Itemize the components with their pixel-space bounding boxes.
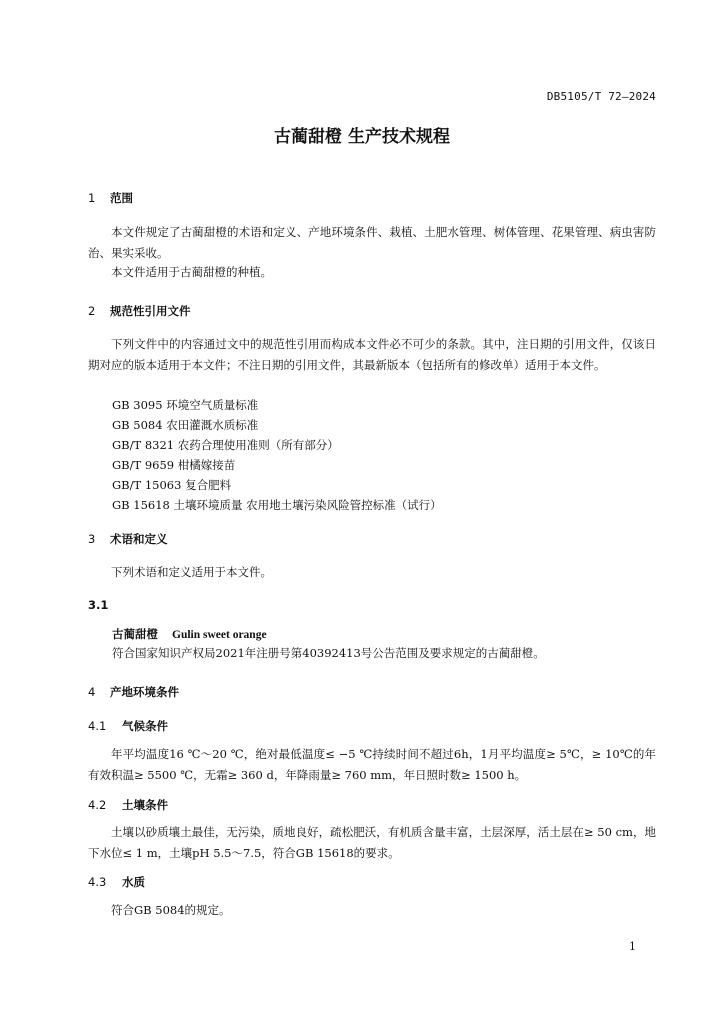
section-title: 范围 xyxy=(110,191,134,205)
section-number: 3 xyxy=(88,532,96,546)
term-english: Gulin sweet orange xyxy=(172,629,267,641)
reference-item: GB/T 8321 农药合理使用准则（所有部分） xyxy=(112,438,339,452)
subsection-4-1-paragraph: 年平均温度16 ℃～20 ℃，绝对最低温度≤ −5 ℃持续时间不超过6h，1月平均温度≥ 5℃，≥ 10℃的年有效积温≥ 5500 ℃，无霜≥ 360 d，年降雨量≥ 760 mm，年日照时数≥ 1500 h。 xyxy=(88,747,656,782)
section-2-heading xyxy=(88,303,191,319)
term-heading xyxy=(112,626,267,642)
reference-item: GB 15618 土壤环境质量 农用地土壤污染风险管控标准（试行） xyxy=(112,498,442,512)
reference-item: GB/T 15063 复合肥料 xyxy=(112,478,232,492)
section-number: 2 xyxy=(88,304,96,318)
section-title: 规范性引用文件 xyxy=(110,304,191,318)
reference-item: GB 3095 环境空气质量标准 xyxy=(112,398,259,412)
subsection-4-3-heading xyxy=(88,874,145,890)
section-4-heading xyxy=(88,684,179,700)
reference-item: GB 5084 农田灌溉水质标准 xyxy=(112,418,259,432)
subsection-4-2-paragraph: 土壤以砂质壤土最佳，无污染，质地良好，疏松肥沃，有机质含量丰富，土层深厚，活土层在≥ 50 cm，地下水位≤ 1 m，土壤pH 5.5～7.5，符合GB 15618的要求。 xyxy=(88,825,656,860)
term-definition: 符合国家知识产权局2021年注册号第40392413号公告范围及要求规定的古蔺甜橙。 xyxy=(112,646,545,660)
subsection-title: 水质 xyxy=(122,875,146,889)
subsection-4-2-heading xyxy=(88,797,168,813)
section-1-heading xyxy=(88,190,133,206)
section-title: 产地环境条件 xyxy=(110,685,180,699)
term-chinese: 古蔺甜橙 xyxy=(112,627,158,641)
section-number: 4 xyxy=(88,685,96,699)
section-title: 术语和定义 xyxy=(110,532,168,546)
subsection-4-3-paragraph: 符合GB 5084的规定。 xyxy=(111,903,231,917)
section-1-paragraph-2: 本文件适用于古蔺甜橙的种植。 xyxy=(111,265,272,279)
standard-number: DB5105/T 72—2024 xyxy=(546,90,656,103)
subsection-number: 4.1 xyxy=(88,719,107,733)
subsection-number: 4.3 xyxy=(88,875,107,889)
section-number: 1 xyxy=(88,191,96,205)
section-1-paragraph-1: 本文件规定了古蔺甜橙的术语和定义、产地环境条件、栽植、土肥水管理、树体管理、花果管理、病虫害防治、果实采收。 xyxy=(88,225,656,260)
subsection-4-1-heading xyxy=(88,718,168,734)
section-3-heading xyxy=(88,531,168,547)
subsection-title: 土壤条件 xyxy=(122,798,169,812)
subsection-title: 气候条件 xyxy=(122,719,169,733)
subsection-number: 4.2 xyxy=(88,798,107,812)
section-3-paragraph-1: 下列术语和定义适用于本文件。 xyxy=(111,565,272,579)
term-number: 3.1 xyxy=(88,598,109,612)
page-number: 1 xyxy=(629,940,636,953)
section-2-paragraph-1: 下列文件中的内容通过文中的规范性引用而构成本文件必不可少的条款。其中，注日期的引用文件，仅该日期对应的版本适用于本文件；不注日期的引用文件，其最新版本（包括所有的修改单）适用于本文件。 xyxy=(88,337,656,372)
reference-item: GB/T 9659 柑橘嫁接苗 xyxy=(112,458,236,472)
document-title: 古蔺甜橙 生产技术规程 xyxy=(274,127,450,147)
